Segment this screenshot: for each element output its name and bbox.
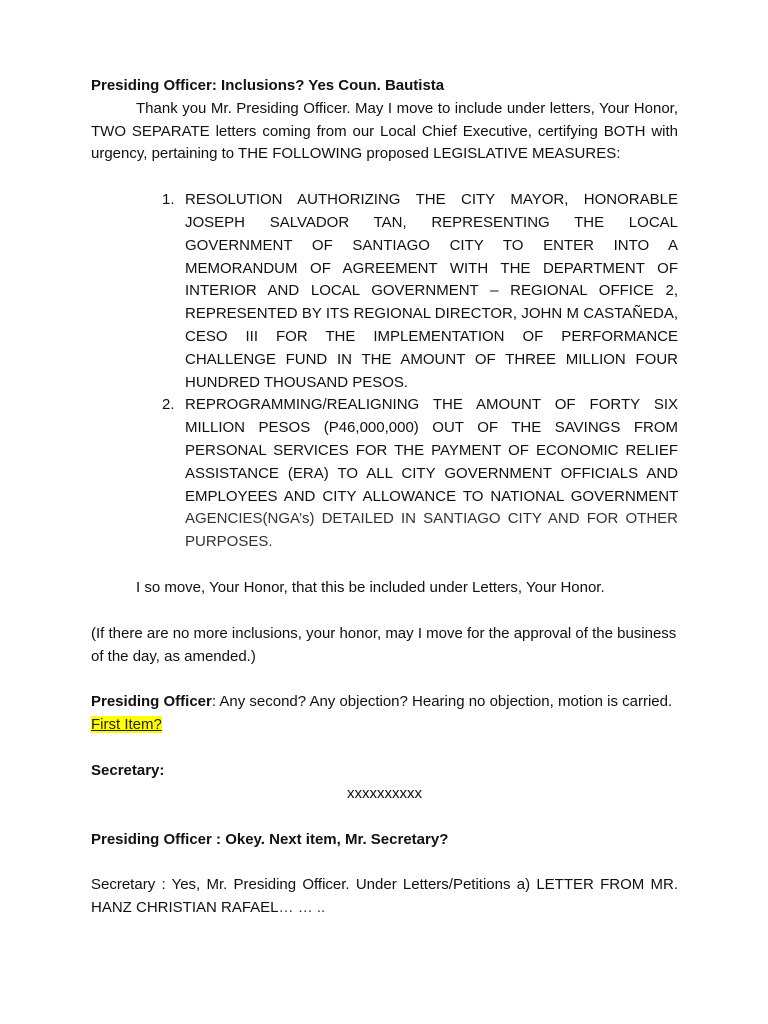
first-item-line (91, 714, 678, 737)
list-item-text-tail: AGENCIES(NGA’s) DETAILED IN SANTIAGO CITY AND FOR OTHER PURPOSES. (185, 510, 678, 551)
list-number: 2. (162, 396, 175, 414)
secretary-label: Secretary: (91, 761, 165, 779)
spacer (91, 851, 678, 874)
speaker-name: Presiding Officer (91, 693, 212, 711)
placeholder-text: xxxxxxxxxx (347, 784, 422, 802)
spacer (91, 806, 678, 829)
parenthetical-paragraph: (If there are no more inclusions, your honor, may I move for the approval of the business of the day, as amended.) (91, 624, 677, 665)
list-item (162, 189, 678, 394)
secretary-reply-text: Secretary : Yes, Mr. Presiding Officer. Under Letters/Petitions a) LETTER FROM MR. HANZ CHRISTIAN RAFAEL (91, 876, 678, 917)
document-page (91, 75, 678, 920)
highlighted-text: First Item? (91, 716, 162, 734)
move-paragraph: I so move, Your Honor, that this be included under Letters, Your Honor. (136, 578, 605, 596)
secretary-reply-paragraph (91, 874, 678, 920)
speaker-text: : Any second? Any objection? Hearing no objection, motion is carried. (211, 693, 673, 711)
next-item-line: Presiding Officer : Okey. Next item, Mr. Secretary? (91, 830, 449, 848)
presiding-officer-paragraph (91, 691, 678, 714)
intro-paragraph: Thank you Mr. Presiding Officer. May I move to include under letters, Your Honor, TWO SEPARATE letters coming from our Local Chief Executive, certifying BOTH with urgency, pertaining to THE FOLLOWING proposed LEGISLATIVE MEASURES: (91, 99, 678, 163)
ellipsis-text: … … .. (278, 899, 326, 917)
spacer (91, 166, 678, 189)
spacer (91, 668, 678, 691)
list-item-text: REPROGRAMMING/REALIGNING THE AMOUNT OF FORTY SIX MILLION PESOS (P46,000,000) OUT OF THE SAVINGS FROM PERSONAL SERVICES FOR THE PAYMENT OF ECONOMIC RELIEF ASSISTANCE (ERA) TO ALL CITY GOVERNMENT OFFICIALS AND EMPLOYEES AND CITY ALLOWANCE TO NATIONAL GOVERNMENT (185, 396, 678, 505)
measures-list (162, 189, 678, 554)
list-item (162, 394, 678, 554)
spacer (91, 600, 678, 623)
spacer (91, 737, 678, 760)
list-item-text: RESOLUTION AUTHORIZING THE CITY MAYOR, HONORABLE JOSEPH SALVADOR TAN, REPRESENTING THE LOCAL GOVERNMENT OF SANTIAGO CITY TO ENTER INTO A MEMORANDUM OF AGREEMENT WITH THE DEPARTMENT OF INTERIOR AND LOCAL GOVERNMENT – REGIONAL OFFICE 2, REPRESENTED BY ITS REGIONAL DIRECTOR, JOHN M CASTAÑEDA, CESO III FOR THE IMPLEMENTATION OF PERFORMANCE CHALLENGE FUND IN THE AMOUNT OF THREE MILLION FOUR HUNDRED THOUSAND PESOS. (185, 191, 678, 391)
list-number: 1. (162, 191, 175, 209)
heading-line: Presiding Officer: Inclusions? Yes Coun. Bautista (91, 77, 445, 94)
spacer (91, 554, 678, 577)
